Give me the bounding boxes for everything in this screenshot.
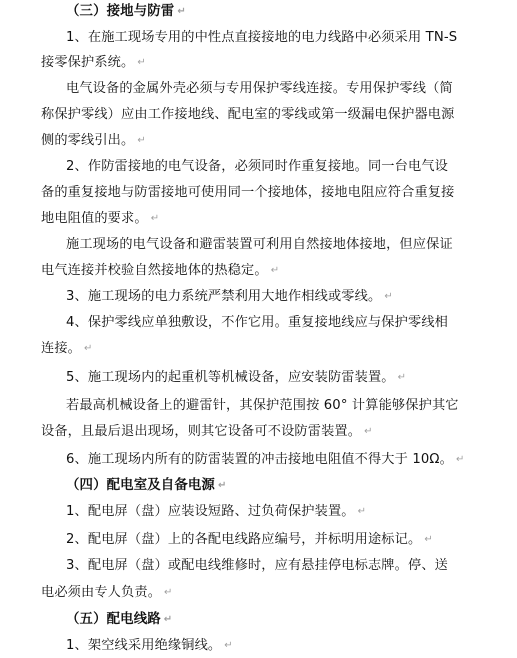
- line-text: （五）配电线路: [66, 612, 161, 627]
- paragraph-line: [41, 337, 517, 361]
- line-text: （三）接地与防雷: [66, 4, 175, 19]
- paragraph-mark-icon: ↵: [177, 6, 186, 17]
- paragraph-line: [66, 634, 517, 658]
- section-heading-power-room: [66, 474, 517, 498]
- paragraph-line: [66, 366, 517, 390]
- paragraph-line: [66, 448, 517, 472]
- paragraph-mark-icon: ↵: [397, 372, 407, 383]
- line-text: 1、在施工现场专用的中性点直接接地的电力线路中必须采用 TN-S: [66, 30, 458, 45]
- paragraph-line: [41, 51, 517, 75]
- line-text: 2、配电屏（盘）上的各配电线路应编号，并标明用途标记。: [66, 532, 422, 547]
- line-text: 电气设备的金属外壳必须与专用保护零线连接。专用保护零线（简: [66, 81, 453, 96]
- line-text: 电气连接并校验自然接地体的热稳定。: [41, 263, 268, 278]
- paragraph-line: [66, 554, 517, 578]
- paragraph-mark-icon: ↵: [424, 534, 433, 545]
- paragraph-line: [66, 311, 517, 335]
- line-text: 5、施工现场内的起重机等机械设备，应安装防雷装置。: [66, 370, 395, 385]
- section-heading-distribution-lines: [66, 608, 517, 632]
- paragraph-line: [66, 285, 517, 309]
- paragraph-mark-icon: ↵: [217, 480, 227, 491]
- paragraph-mark-icon: ↵: [384, 291, 393, 302]
- line-text: （四）配电室及自备电源: [66, 478, 215, 493]
- line-text: 4、保护零线应单独敷设，不作它用。重复接地线应与保护零线相: [66, 315, 448, 330]
- paragraph-line: [66, 26, 517, 50]
- section-heading-grounding: [66, 0, 517, 24]
- paragraph-line: [41, 129, 517, 153]
- paragraph-mark-icon: ↵: [364, 426, 373, 437]
- paragraph-mark-icon: ↵: [164, 587, 173, 598]
- paragraph-line: [66, 394, 517, 418]
- paragraph-line: [66, 155, 517, 179]
- line-text: 6、施工现场内所有的防雷装置的冲击接地电阻值不得大于 10Ω。: [66, 452, 453, 467]
- line-text: 侧的零线引出。: [41, 133, 135, 148]
- line-text: 施工现场的电气设备和避雷装置可利用自然接地体接地，但应保证: [66, 237, 453, 252]
- paragraph-mark-icon: ↵: [84, 343, 93, 354]
- paragraph-line: [66, 528, 517, 552]
- paragraph-line: [41, 420, 517, 444]
- paragraph-line: [66, 77, 517, 101]
- line-text: 称保护零线）应由工作接地线、配电室的零线或第一级漏电保护器电源: [41, 107, 455, 122]
- line-text: 若最高机械设备上的避雷针，其保护范围按 60° 计算能够保护其它: [66, 398, 459, 413]
- paragraph-line: [41, 103, 517, 127]
- paragraph-line: [66, 500, 517, 524]
- line-text: 接零保护系统。: [41, 55, 135, 70]
- paragraph-mark-icon: ↵: [270, 265, 280, 276]
- paragraph-mark-icon: ↵: [137, 57, 146, 68]
- line-text: 1、配电屏（盘）应装设短路、过负荷保护装置。: [66, 504, 355, 519]
- line-text: 连接。: [41, 341, 82, 356]
- paragraph-mark-icon: ↵: [224, 640, 233, 651]
- paragraph-mark-icon: ↵: [455, 454, 465, 465]
- line-text: 1、架空线采用绝缘铜线。: [66, 638, 222, 653]
- paragraph-mark-icon: ↵: [163, 614, 173, 625]
- line-text: 地电阻值的要求。: [41, 211, 148, 226]
- line-text: 电必须由专人负责。: [41, 585, 162, 600]
- line-text: 3、施工现场的电力系统严禁利用大地作相线或零线。: [66, 289, 382, 304]
- line-text: 备的重复接地与防雷接地可使用同一个接地体，接地电阻应符合重复接: [41, 185, 455, 200]
- line-text: 3、配电屏（盘）或配电线维修时，应有悬挂停电标志牌。停、送: [66, 558, 448, 573]
- paragraph-line: [41, 581, 517, 605]
- paragraph-line: [41, 207, 517, 231]
- line-text: 设备，且最后退出现场，则其它设备可不设防雷装置。: [41, 424, 362, 439]
- line-text: 2、作防雷接地的电气设备，必须同时作重复接地。同一台电气设: [66, 159, 448, 174]
- paragraph-line: [41, 181, 517, 205]
- paragraph-mark-icon: ↵: [150, 213, 160, 224]
- paragraph-line: [66, 233, 517, 257]
- paragraph-mark-icon: ↵: [357, 506, 367, 517]
- paragraph-line: [41, 259, 517, 283]
- paragraph-mark-icon: ↵: [137, 135, 146, 146]
